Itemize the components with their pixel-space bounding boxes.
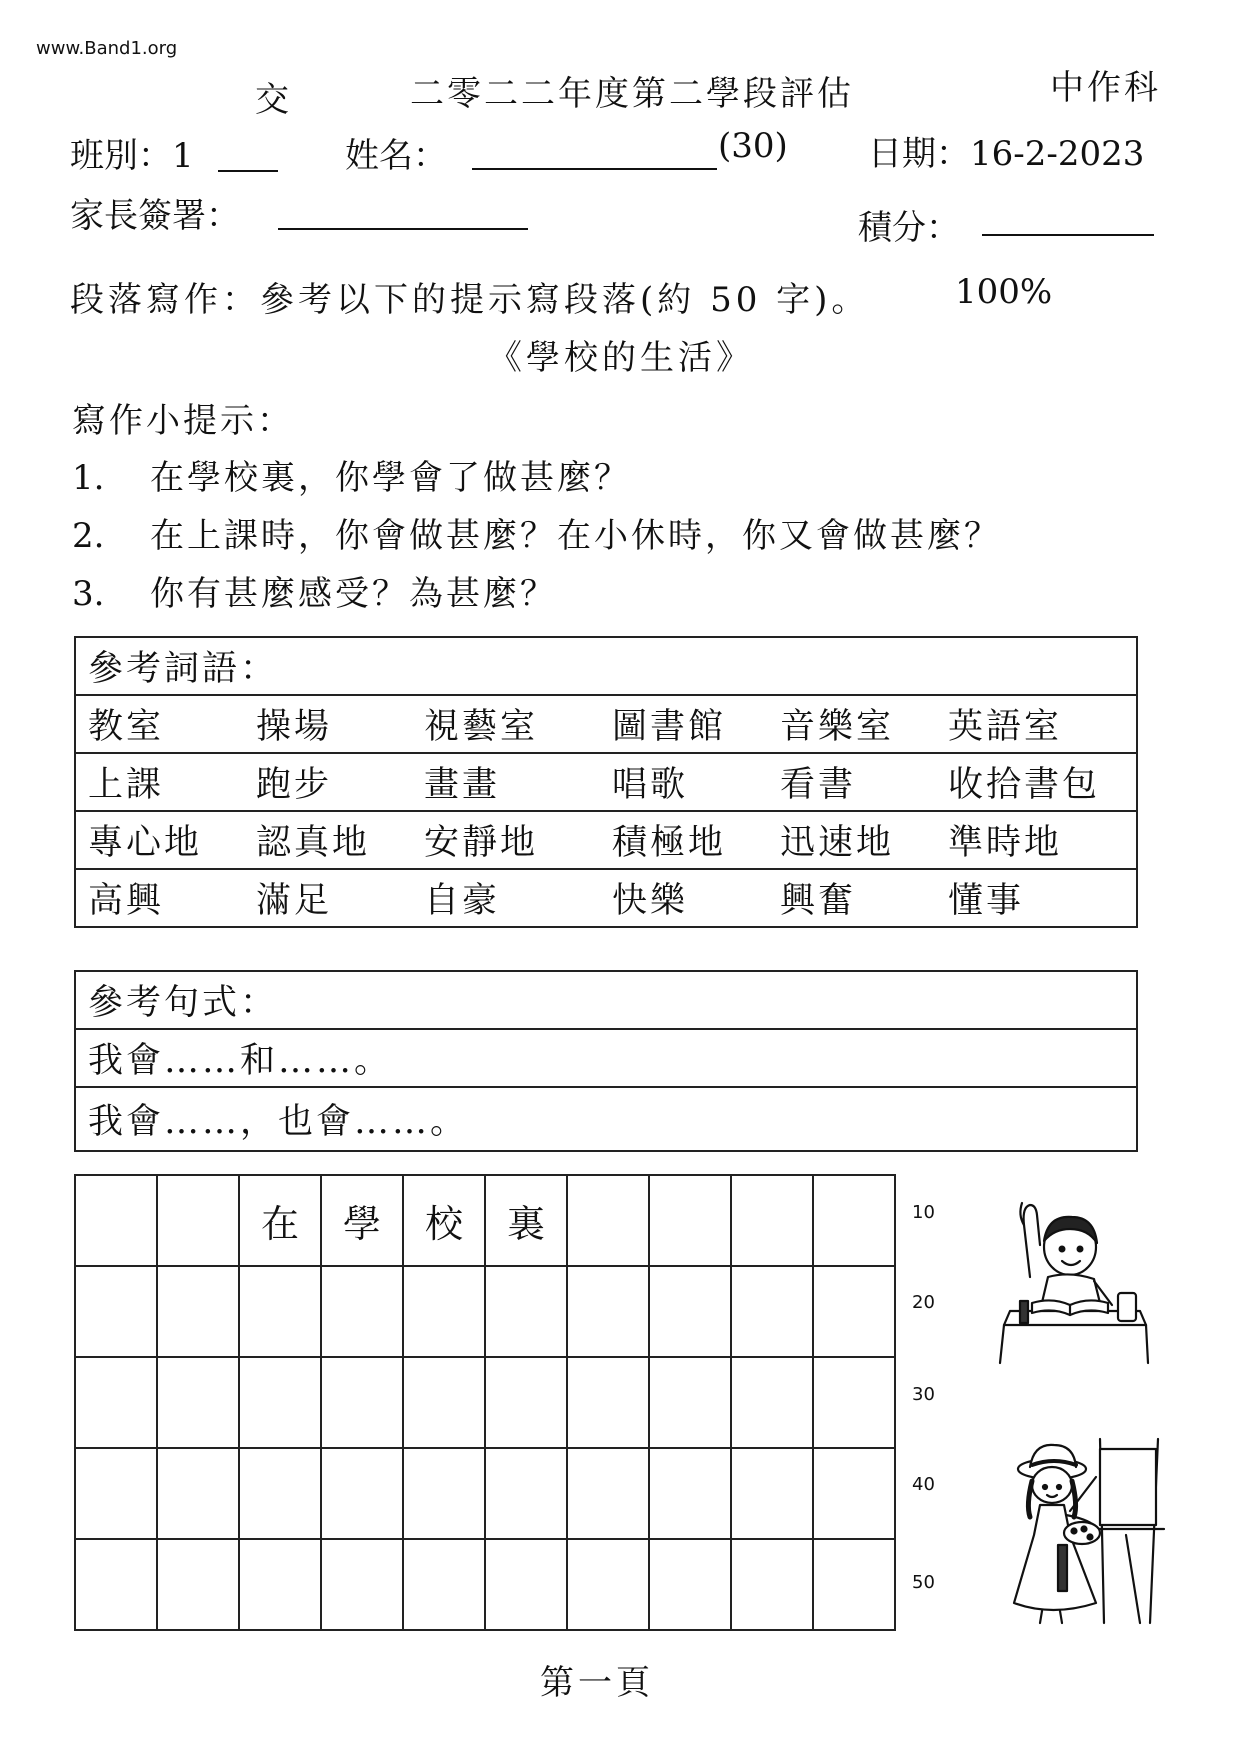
grid-cell[interactable]: [813, 1266, 895, 1357]
grid-cell[interactable]: [567, 1539, 649, 1630]
grid-cell[interactable]: [157, 1175, 239, 1266]
grid-cell[interactable]: [567, 1357, 649, 1448]
grid-cell[interactable]: [813, 1539, 895, 1630]
vocab-word: 懂事: [936, 869, 1137, 927]
grid-cell[interactable]: [731, 1266, 813, 1357]
grid-cell[interactable]: [239, 1266, 321, 1357]
class-value: 1: [172, 136, 194, 176]
vocabulary-row: [75, 869, 1137, 927]
grid-cell[interactable]: [239, 1357, 321, 1448]
vocab-word: 教室: [75, 695, 244, 753]
grid-cell[interactable]: [75, 1175, 157, 1266]
sentence-pattern: 我會……，也會……。: [75, 1087, 1137, 1151]
grid-cell[interactable]: [403, 1266, 485, 1357]
grid-cell[interactable]: [731, 1357, 813, 1448]
vocabulary-box: [74, 636, 1138, 928]
grid-cell[interactable]: [649, 1448, 731, 1539]
hint-item: 1. 在學校裏，你學會了做甚麼？: [72, 458, 631, 498]
writing-grid: [74, 1174, 896, 1631]
site-watermark: www.Band1.org: [36, 38, 178, 59]
vocab-word: 興奮: [768, 869, 936, 927]
date-value: 16-2-2023: [970, 134, 1145, 174]
vocabulary-title: 參考詞語：: [88, 649, 279, 689]
sentence-pattern-title: 參考句式：: [88, 983, 279, 1023]
essay-topic: 《學校的生活》: [488, 338, 754, 378]
vocab-word: 自豪: [412, 869, 600, 927]
grid-cell[interactable]: [649, 1266, 731, 1357]
grid-cell[interactable]: [403, 1448, 485, 1539]
vocab-word: 準時地: [936, 811, 1137, 869]
signature-label: 家長簽署：: [70, 196, 240, 236]
vocab-word: 安靜地: [412, 811, 600, 869]
grid-cell[interactable]: [75, 1448, 157, 1539]
vocab-word: 圖書館: [600, 695, 768, 753]
grid-cell[interactable]: [485, 1539, 567, 1630]
grid-cell[interactable]: [813, 1175, 895, 1266]
grid-cell[interactable]: [75, 1357, 157, 1448]
grid-cell[interactable]: [403, 1357, 485, 1448]
vocab-word: 專心地: [75, 811, 244, 869]
grid-cell[interactable]: [731, 1175, 813, 1266]
word-count-marker: 30: [912, 1384, 935, 1405]
grid-row: [75, 1266, 895, 1357]
grid-cell[interactable]: 校: [403, 1175, 485, 1266]
word-count-marker: 40: [912, 1474, 935, 1495]
vocab-word: 收拾書包: [936, 753, 1137, 811]
vocab-word: 唱歌: [600, 753, 768, 811]
grid-cell[interactable]: [485, 1357, 567, 1448]
grid-cell[interactable]: [403, 1539, 485, 1630]
grid-cell[interactable]: [321, 1266, 403, 1357]
vocabulary-row: [75, 695, 1137, 753]
grid-cell[interactable]: [239, 1448, 321, 1539]
grid-row: [75, 1539, 895, 1630]
class-label: 班別：: [70, 136, 172, 176]
vocab-word: 快樂: [600, 869, 768, 927]
grid-cell[interactable]: [239, 1539, 321, 1630]
vocab-word: 英語室: [936, 695, 1137, 753]
vocab-word: 高興: [75, 869, 244, 927]
grid-cell[interactable]: [567, 1448, 649, 1539]
grid-cell[interactable]: [157, 1539, 239, 1630]
grid-cell[interactable]: [731, 1539, 813, 1630]
grid-cell[interactable]: 裏: [485, 1175, 567, 1266]
hint-item: 3. 你有甚麼感受？為甚麼？: [72, 574, 557, 614]
grid-cell[interactable]: [649, 1357, 731, 1448]
score-field[interactable]: [982, 234, 1154, 236]
subject-label: 中作科: [1050, 68, 1161, 108]
name-field[interactable]: [472, 168, 717, 170]
grid-cell[interactable]: 學: [321, 1175, 403, 1266]
school-name-fragment: 交: [255, 80, 289, 120]
grid-cell[interactable]: [813, 1357, 895, 1448]
grid-cell[interactable]: [75, 1539, 157, 1630]
vocab-word: 視藝室: [412, 695, 600, 753]
vocab-word: 音樂室: [768, 695, 936, 753]
girl-painting-illustration: [1000, 1435, 1180, 1625]
grid-cell[interactable]: [321, 1448, 403, 1539]
vocab-word: 認真地: [244, 811, 412, 869]
vocab-word: 滿足: [244, 869, 412, 927]
grid-cell[interactable]: [157, 1266, 239, 1357]
sentence-pattern: 我會……和……。: [75, 1029, 1137, 1087]
grid-cell[interactable]: [321, 1357, 403, 1448]
hints-title: 寫作小提示：: [72, 401, 294, 441]
word-count-marker: 10: [912, 1202, 935, 1223]
boy-at-desk-illustration: [990, 1185, 1150, 1365]
vocabulary-row: [75, 811, 1137, 869]
task-instruction: 段落寫作：參考以下的提示寫段落(約 50 字)。: [70, 280, 870, 320]
grid-cell[interactable]: [813, 1448, 895, 1539]
grid-row: [75, 1357, 895, 1448]
grid-cell[interactable]: [485, 1448, 567, 1539]
grid-cell[interactable]: [567, 1175, 649, 1266]
grid-cell[interactable]: [157, 1357, 239, 1448]
hint-item: 2. 在上課時，你會做甚麼？在小休時，你又會做甚麼？: [72, 516, 1001, 556]
vocab-word: 看書: [768, 753, 936, 811]
grid-cell[interactable]: [649, 1539, 731, 1630]
vocab-word: 上課: [75, 753, 244, 811]
grid-cell[interactable]: [649, 1175, 731, 1266]
grid-cell[interactable]: [731, 1448, 813, 1539]
grid-cell[interactable]: 在: [239, 1175, 321, 1266]
vocab-word: 積極地: [600, 811, 768, 869]
grid-cell[interactable]: [321, 1539, 403, 1630]
word-count-marker: 50: [912, 1572, 935, 1593]
page-number: 第一頁: [540, 1663, 654, 1703]
vocab-word: 操場: [244, 695, 412, 753]
assessment-title: 二零二二年度第二學段評估: [410, 74, 854, 114]
grid-cell[interactable]: [157, 1448, 239, 1539]
vocab-word: 畫畫: [412, 753, 600, 811]
grid-cell[interactable]: [75, 1266, 157, 1357]
vocab-word: 跑步: [244, 753, 412, 811]
grid-row: [75, 1448, 895, 1539]
date-label: 日期：: [868, 134, 970, 174]
word-count-marker: 20: [912, 1292, 935, 1313]
grid-row: [75, 1175, 895, 1266]
sentence-pattern-box: [74, 970, 1138, 1152]
student-number: (30): [718, 126, 788, 166]
grid-cell[interactable]: [567, 1266, 649, 1357]
vocabulary-row: [75, 753, 1137, 811]
signature-field[interactable]: [278, 228, 528, 230]
score-label: 積分：: [858, 208, 960, 248]
vocab-word: 迅速地: [768, 811, 936, 869]
class-underline: [218, 170, 278, 172]
task-weight: 100%: [955, 272, 1053, 312]
grid-cell[interactable]: [485, 1266, 567, 1357]
name-label: 姓名：: [345, 136, 447, 176]
